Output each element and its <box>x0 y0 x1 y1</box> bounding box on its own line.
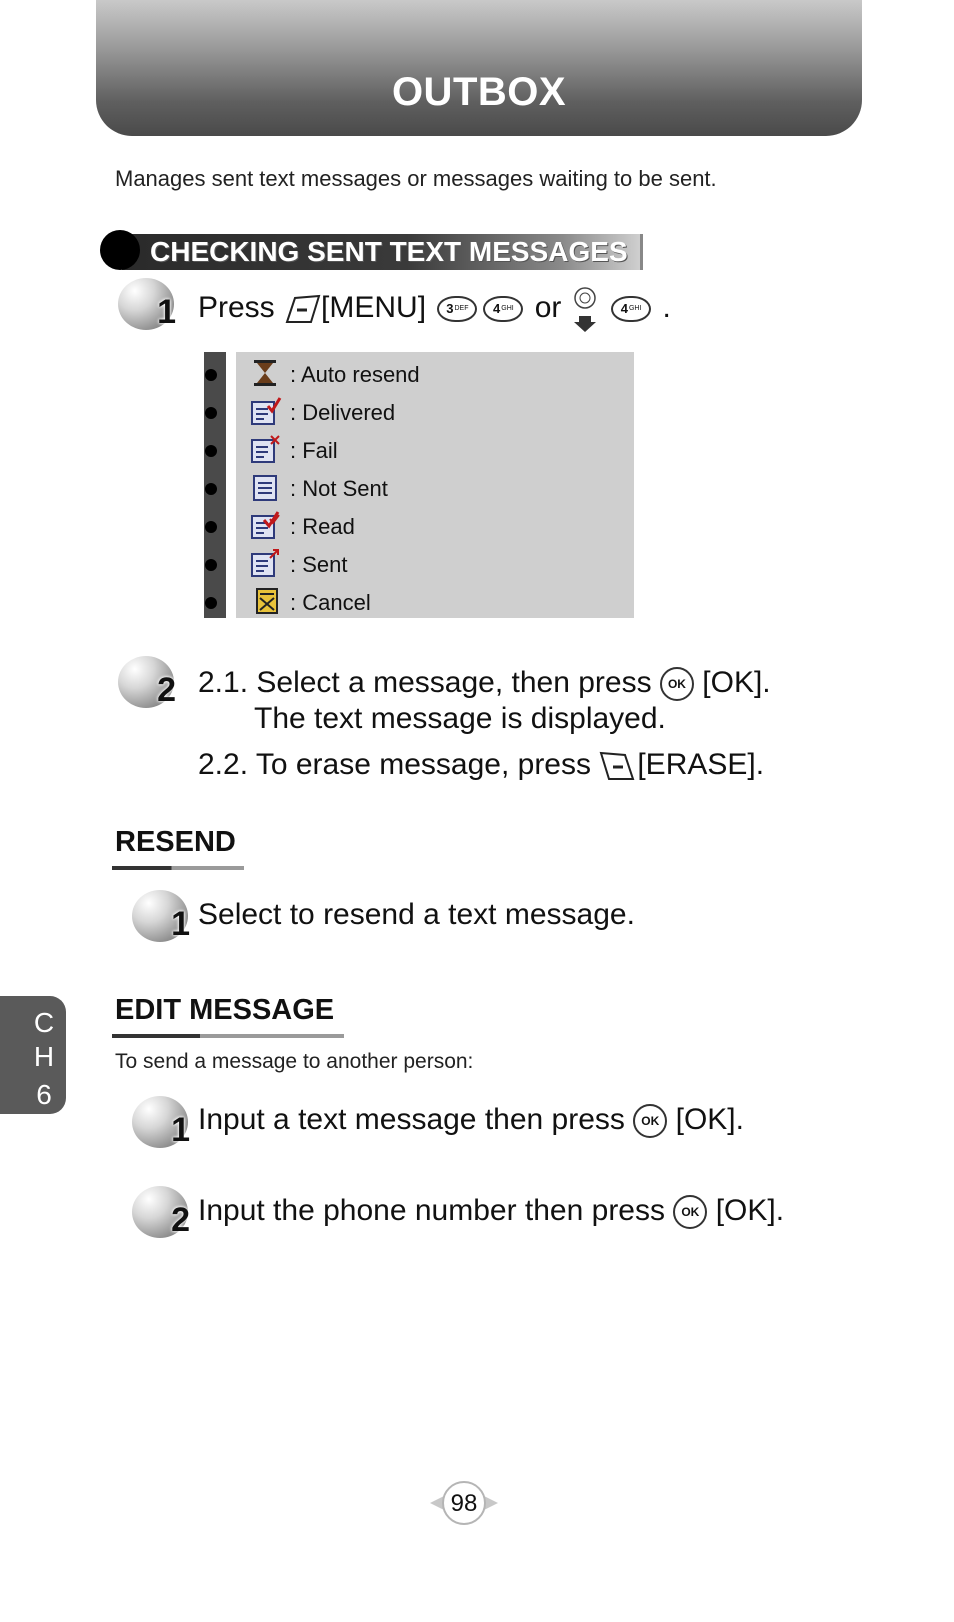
hourglass-icon <box>248 358 282 388</box>
step-badge <box>132 1096 194 1148</box>
step-number: 1 <box>157 293 176 331</box>
step2-line1: 2.1. Select a message, then press OK [OK]. <box>198 666 771 701</box>
edit-step2-text: Input the phone number then press OK [OK]. <box>198 1194 784 1229</box>
step2-line1-continued: The text message is displayed. <box>254 702 666 735</box>
legend-item <box>236 506 634 544</box>
bullet-icon <box>205 597 217 609</box>
key-4-icon: $4^{GHI}$ <box>483 296 523 322</box>
page-header <box>96 0 862 136</box>
heading-underline <box>112 1034 344 1038</box>
step-badge <box>118 278 180 330</box>
legend-label: : Fail <box>290 438 338 463</box>
bullet-icon <box>205 445 217 457</box>
step1-instruction <box>198 286 671 332</box>
right-softkey-icon <box>599 751 637 781</box>
step-number: 1 <box>171 905 190 943</box>
legend-label: : Auto resend <box>290 362 420 387</box>
read-icon <box>248 510 282 540</box>
fail-icon <box>248 434 282 464</box>
section-dot-icon <box>100 230 140 270</box>
legend-item <box>236 582 634 620</box>
legend-label: : Sent <box>290 552 348 577</box>
icon-legend <box>236 352 634 618</box>
not-sent-icon <box>248 472 282 502</box>
step-number: 2 <box>171 1201 190 1239</box>
chapter-label: C H 6 <box>33 1007 55 1110</box>
key-3-icon: $3^{DEF}$ <box>437 296 477 322</box>
step-badge <box>118 656 180 708</box>
page-number: 98 <box>450 1490 478 1517</box>
bullet-icon <box>205 369 217 381</box>
resend-step-text: Select to resend a text message. <box>198 898 635 931</box>
legend-label: : Delivered <box>290 400 396 425</box>
legend-item <box>236 392 634 430</box>
legend-item <box>236 354 634 392</box>
ok-key-icon: OK <box>633 1104 667 1138</box>
or-label: or <box>534 290 562 324</box>
left-softkey-icon <box>283 294 321 324</box>
section-title: CHECKING SENT TEXT MESSAGES <box>150 236 628 267</box>
bullet-icon <box>205 483 217 495</box>
legend-item <box>236 430 634 468</box>
intro-text: Manages sent text messages or messages waiting to be sent. <box>115 166 717 191</box>
sent-icon <box>248 548 282 578</box>
bullet-icon <box>205 521 217 533</box>
legend-item <box>236 468 634 506</box>
key-4-icon-alt: $4^{GHI}$ <box>611 296 651 322</box>
ok-key-icon: OK <box>673 1195 707 1229</box>
nav-down-icon <box>570 286 600 332</box>
end-period: . <box>662 290 671 324</box>
step-badge <box>132 1186 194 1238</box>
page-number-badge <box>430 1480 498 1526</box>
edit-message-heading: EDIT MESSAGE <box>115 994 335 1026</box>
step-badge <box>132 890 194 942</box>
legend-label: : Not Sent <box>290 476 388 501</box>
section-heading-bar <box>100 230 640 274</box>
heading-underline <box>112 866 244 870</box>
step-number: 1 <box>171 1111 190 1149</box>
edit-step1-text: Input a text message then press OK [OK]. <box>198 1103 744 1138</box>
step-number: 2 <box>157 671 176 709</box>
cancel-icon <box>248 586 282 616</box>
resend-heading: RESEND <box>115 826 236 858</box>
legend-item <box>236 544 634 582</box>
ok-key-icon: OK <box>660 667 694 701</box>
bullet-icon <box>205 407 217 419</box>
press-label: Press <box>198 290 275 324</box>
delivered-icon <box>248 396 282 426</box>
legend-label: : Read <box>290 514 355 539</box>
legend-label: : Cancel <box>290 590 371 615</box>
menu-label: [MENU] <box>321 290 427 324</box>
page-title: OUTBOX <box>391 70 567 114</box>
step2-line2: 2.2. To erase message, press [ERASE]. <box>198 748 765 781</box>
edit-intro-text: To send a message to another person: <box>115 1050 474 1073</box>
bullet-icon <box>205 559 217 571</box>
